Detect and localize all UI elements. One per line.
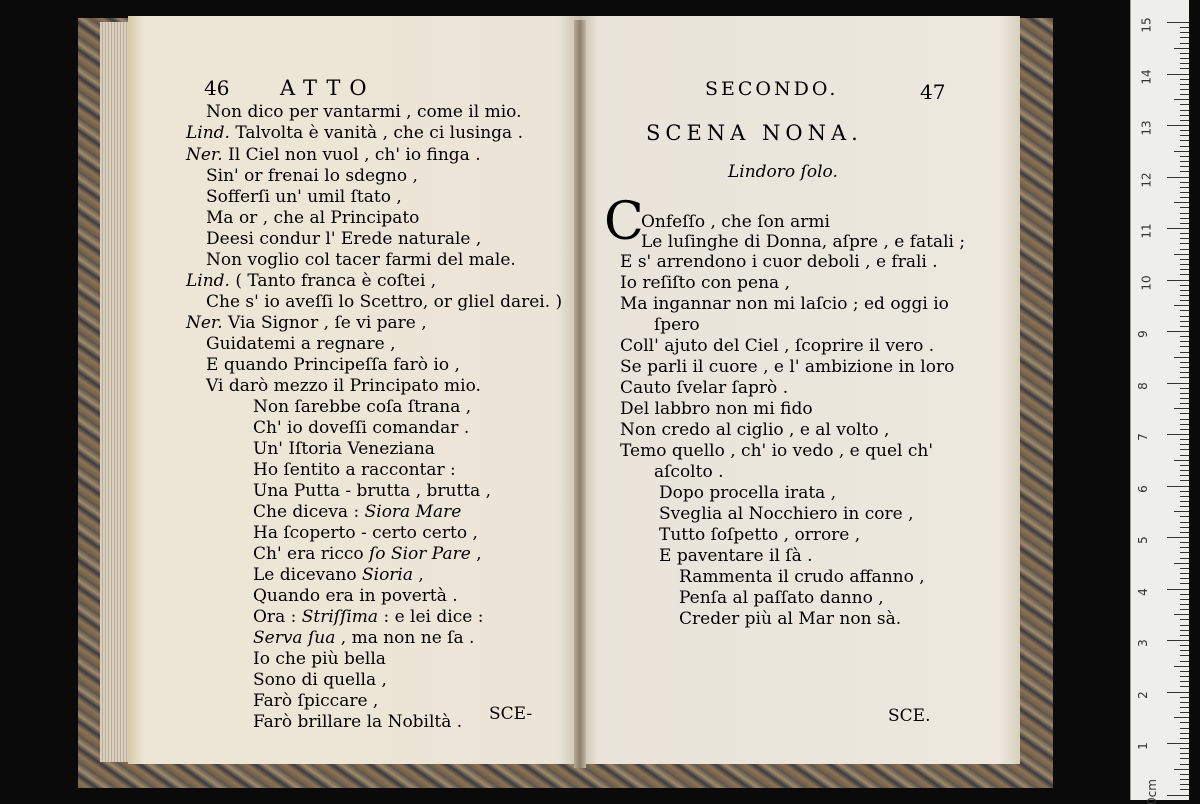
ruler-tick xyxy=(1174,666,1189,667)
ruler-tick xyxy=(1180,599,1189,600)
text-line xyxy=(253,460,456,480)
ruler-tick xyxy=(1180,285,1189,286)
ruler-tick xyxy=(1180,367,1189,368)
ruler-label: 12 xyxy=(1139,171,1154,188)
text-line xyxy=(620,294,949,314)
ruler-tick xyxy=(1180,146,1189,147)
text-line xyxy=(659,546,813,566)
ruler-tick xyxy=(1180,63,1189,64)
ruler-tick xyxy=(1180,259,1189,260)
text-line xyxy=(206,187,402,207)
text-line xyxy=(206,376,481,396)
ruler-tick xyxy=(1180,501,1189,502)
ruler-tick xyxy=(1180,156,1189,157)
ruler-tick xyxy=(1180,249,1189,250)
text-segment: Coll' ajuto del Ciel , ſcoprire il vero . xyxy=(620,336,935,356)
ruler-label: 4 xyxy=(1135,587,1150,596)
text-segment: Via Signor , ſe vi pare , xyxy=(222,313,427,333)
right-running-head: SECONDO. xyxy=(705,78,839,100)
ruler-tick xyxy=(1174,460,1189,461)
ruler-tick xyxy=(1180,491,1189,492)
speaker-direction: Lindoro ſolo. xyxy=(728,162,838,182)
text-line xyxy=(659,525,860,545)
ruler-tick xyxy=(1180,264,1189,265)
ruler-tick xyxy=(1180,243,1189,244)
text-segment: , xyxy=(470,544,482,564)
ruler-tick xyxy=(1180,465,1189,466)
ruler-tick xyxy=(1180,784,1189,785)
ruler-tick xyxy=(1180,625,1189,626)
ruler-tick xyxy=(1180,140,1189,141)
ruler-tick xyxy=(1180,455,1189,456)
ruler-tick xyxy=(1180,352,1189,353)
drop-cap: C xyxy=(604,192,644,252)
ruler-tick xyxy=(1180,187,1189,188)
ruler-tick xyxy=(1180,722,1189,723)
text-segment: E paventare il ſà . xyxy=(659,546,813,566)
ruler-tick xyxy=(1174,151,1189,152)
ruler-tick xyxy=(1180,419,1189,420)
text-segment: Le luſinghe di Donna, aſpre , e fatali ; xyxy=(641,232,966,252)
right-catchword: SCE. xyxy=(888,706,931,726)
text-line xyxy=(620,273,790,293)
ruler-tick xyxy=(1180,542,1189,543)
ruler-tick xyxy=(1180,444,1189,445)
text-line xyxy=(679,567,925,587)
ruler-tick xyxy=(1174,563,1189,564)
ruler-tick xyxy=(1167,125,1189,126)
text-line xyxy=(206,250,516,270)
ruler-tick xyxy=(1180,310,1189,311)
text-segment: Del labbro non mi fido xyxy=(620,399,813,419)
ruler-tick xyxy=(1174,254,1189,255)
ruler-tick xyxy=(1180,558,1189,559)
text-segment: : e lei dice : xyxy=(378,607,484,627)
ruler-tick xyxy=(1180,290,1189,291)
ruler-label: 9 xyxy=(1135,330,1150,338)
ruler-tick xyxy=(1180,449,1189,450)
ruler-tick xyxy=(1180,372,1189,373)
text-line xyxy=(654,462,724,482)
text-segment: Ch' era ricco xyxy=(253,544,370,564)
ruler-tick xyxy=(1180,32,1189,33)
text-line xyxy=(659,483,836,503)
ruler-label: 6 xyxy=(1135,484,1150,493)
text-segment: Ha ſcoperto - certo certo , xyxy=(253,523,478,543)
ruler-tick xyxy=(1180,758,1189,759)
ruler-tick xyxy=(1180,295,1189,296)
text-segment: Ner. xyxy=(186,145,223,165)
ruler-tick xyxy=(1180,362,1189,363)
ruler-tick xyxy=(1180,702,1189,703)
ruler-tick xyxy=(1180,424,1189,425)
ruler-tick xyxy=(1180,27,1189,28)
ruler-tick xyxy=(1180,218,1189,219)
left-running-head: ATTO xyxy=(280,76,376,100)
ruler-tick xyxy=(1180,661,1189,662)
text-segment: Non voglio col tacer farmi del male. xyxy=(206,250,516,270)
book-gutter xyxy=(574,20,586,768)
text-segment: Lind. xyxy=(186,123,230,143)
ruler-tick xyxy=(1180,341,1189,342)
text-segment: Io che più bella xyxy=(253,649,386,669)
ruler-tick xyxy=(1180,733,1189,734)
ruler-label: 5 xyxy=(1135,536,1150,544)
text-line xyxy=(206,166,418,186)
ruler-tick xyxy=(1180,429,1189,430)
text-segment: E s' arrendono i cuor deboli , e frali . xyxy=(620,252,938,272)
ruler-tick xyxy=(1174,614,1189,615)
ruler-tick xyxy=(1180,326,1189,327)
ruler-tick xyxy=(1180,53,1189,54)
ruler-tick xyxy=(1180,104,1189,105)
ruler-tick xyxy=(1174,357,1189,358)
ruler-tick xyxy=(1167,537,1189,538)
ruler-tick xyxy=(1180,84,1189,85)
ruler-tick xyxy=(1180,764,1189,765)
ruler-tick xyxy=(1180,197,1189,198)
ruler-tick xyxy=(1174,717,1189,718)
text-line xyxy=(620,399,813,419)
text-line xyxy=(253,628,474,648)
text-line xyxy=(253,502,461,522)
ruler-label: 11 xyxy=(1139,223,1154,239)
text-line xyxy=(206,208,419,228)
ruler-tick xyxy=(1167,434,1189,435)
ruler-tick xyxy=(1180,89,1189,90)
text-segment: E quando Principeſſa farò io , xyxy=(206,355,460,375)
text-segment: Una Putta - brutta , brutta , xyxy=(253,481,492,501)
text-segment: Creder più al Mar non sà. xyxy=(679,609,902,629)
text-line xyxy=(206,355,460,375)
text-line xyxy=(253,712,462,732)
text-segment: Serva ſua xyxy=(253,628,336,648)
text-line xyxy=(253,418,469,438)
ruler-tick xyxy=(1174,99,1189,100)
ruler-tick xyxy=(1180,388,1189,389)
ruler-tick xyxy=(1180,68,1189,69)
text-line xyxy=(620,378,788,398)
text-segment: Cauto ſvelar ſaprò . xyxy=(620,378,789,398)
text-segment: Che s' io aveſſi lo Scettro, or gliel darei. ) xyxy=(206,292,563,312)
ruler-tick xyxy=(1180,377,1189,378)
text-segment: Un' Iſtoria Veneziana xyxy=(253,439,435,459)
ruler-tick xyxy=(1180,403,1189,404)
text-line xyxy=(253,565,424,585)
ruler-tick xyxy=(1180,547,1189,548)
text-line xyxy=(641,232,965,252)
ruler-tick xyxy=(1167,22,1189,23)
text-segment: Io reſiſto con pena , xyxy=(620,273,790,293)
scene-title: SCENA NONA. xyxy=(646,121,863,145)
text-line xyxy=(253,649,386,669)
ruler-tick xyxy=(1174,511,1189,512)
ruler-tick xyxy=(1174,769,1189,770)
right-page-number: 47 xyxy=(920,80,946,104)
text-segment: Ch' io doveſſi comandar . xyxy=(253,418,470,438)
ruler-tick xyxy=(1180,135,1189,136)
text-segment: Striſſima xyxy=(301,607,379,627)
text-line xyxy=(206,229,481,249)
ruler-tick xyxy=(1180,753,1189,754)
text-segment: Ner. xyxy=(186,313,223,333)
ruler-tick xyxy=(1180,274,1189,275)
ruler-label: 8 xyxy=(1135,381,1150,390)
ruler-label: 3 xyxy=(1135,639,1150,647)
text-line xyxy=(186,145,481,165)
text-segment: Rammenta il crudo affanno , xyxy=(679,567,925,587)
ruler-tick xyxy=(1180,686,1189,687)
ruler-tick xyxy=(1180,748,1189,749)
ruler-tick xyxy=(1180,604,1189,605)
measuring-ruler xyxy=(1130,0,1189,804)
ruler-tick xyxy=(1180,583,1189,584)
ruler-tick xyxy=(1180,522,1189,523)
text-line xyxy=(253,607,483,627)
text-line xyxy=(253,397,471,417)
ruler-tick xyxy=(1174,305,1189,306)
ruler-tick xyxy=(1180,712,1189,713)
ruler-tick xyxy=(1180,516,1189,517)
ruler-tick xyxy=(1180,130,1189,131)
text-segment: ſpero xyxy=(654,315,700,335)
text-segment: Che diceva : xyxy=(253,502,365,522)
text-segment: ſo Sior Pare xyxy=(369,544,471,564)
ruler-tick xyxy=(1180,161,1189,162)
ruler-tick xyxy=(1180,779,1189,780)
text-segment: , xyxy=(413,565,424,585)
left-page-number: 46 xyxy=(204,76,230,100)
ruler-tick xyxy=(1180,171,1189,172)
ruler-tick xyxy=(1180,321,1189,322)
ruler-tick xyxy=(1180,413,1189,414)
ruler-tick xyxy=(1180,650,1189,651)
ruler-tick xyxy=(1180,233,1189,234)
ruler-tick xyxy=(1180,774,1189,775)
ruler-tick xyxy=(1180,475,1189,476)
ruler-label: 13 xyxy=(1139,120,1154,136)
text-segment: Ora : xyxy=(253,607,302,627)
text-line xyxy=(641,212,830,232)
ruler-tick xyxy=(1180,496,1189,497)
text-line xyxy=(620,357,954,377)
ruler-tick xyxy=(1180,115,1189,116)
ruler-tick xyxy=(1167,589,1189,590)
text-segment: Farò ſpiccare , xyxy=(253,691,379,711)
ruler-tick xyxy=(1180,681,1189,682)
text-line xyxy=(186,313,427,333)
text-segment: Siora Mare xyxy=(364,502,462,522)
text-line xyxy=(206,334,396,354)
ruler-tick xyxy=(1180,645,1189,646)
text-segment: Non credo al ciglio , e al volto , xyxy=(620,420,890,440)
ruler-tick xyxy=(1180,207,1189,208)
ruler-tick xyxy=(1180,594,1189,595)
text-segment: Onfeſſo , che ſon armi xyxy=(641,212,830,232)
ruler-tick xyxy=(1174,202,1189,203)
text-line xyxy=(253,439,435,459)
ruler-tick xyxy=(1174,408,1189,409)
ruler-tick xyxy=(1180,552,1189,553)
ruler-label: 10 xyxy=(1139,274,1154,291)
text-segment: Non ſarebbe coſa ſtrana , xyxy=(253,397,472,417)
ruler-tick xyxy=(1180,398,1189,399)
ruler-tick xyxy=(1180,316,1189,317)
text-segment: Ho ſentito a raccontar : xyxy=(253,460,456,480)
ruler-tick xyxy=(1180,527,1189,528)
ruler-tick xyxy=(1167,228,1189,229)
ruler-tick xyxy=(1167,383,1189,384)
ruler-label: 0cm xyxy=(1144,778,1159,804)
ruler-tick xyxy=(1167,743,1189,744)
ruler-tick xyxy=(1180,223,1189,224)
ruler-tick xyxy=(1180,58,1189,59)
ruler-tick xyxy=(1180,120,1189,121)
text-segment: Dopo procella irata , xyxy=(659,483,837,503)
text-segment: aſcolto . xyxy=(654,462,724,482)
ruler-label: 14 xyxy=(1139,68,1154,85)
text-line xyxy=(253,544,482,564)
text-line xyxy=(186,271,436,291)
text-segment: Sofferſi un' umil ſtato , xyxy=(206,187,402,207)
text-line xyxy=(620,252,938,272)
text-line xyxy=(206,292,562,312)
text-segment: Sono di quella , xyxy=(253,670,387,690)
text-line xyxy=(253,481,491,501)
text-line xyxy=(659,504,914,524)
text-segment: Le dicevano xyxy=(253,565,362,585)
ruler-tick xyxy=(1180,300,1189,301)
ruler-tick xyxy=(1180,110,1189,111)
ruler-tick xyxy=(1180,439,1189,440)
ruler-tick xyxy=(1180,182,1189,183)
ruler-tick xyxy=(1180,532,1189,533)
ruler-tick xyxy=(1180,655,1189,656)
text-segment: Talvolta è vanità , che ci lusinga . xyxy=(229,123,523,143)
ruler-tick xyxy=(1180,573,1189,574)
ruler-label: 2 xyxy=(1135,690,1150,699)
ruler-tick xyxy=(1180,393,1189,394)
ruler-tick xyxy=(1180,269,1189,270)
text-line xyxy=(679,609,901,629)
ruler-tick xyxy=(1167,486,1189,487)
text-segment: Lind. xyxy=(186,271,230,291)
text-segment: Guidatemi a regnare , xyxy=(206,334,396,354)
ruler-tick xyxy=(1180,728,1189,729)
text-segment: Penſa al paſſato danno , xyxy=(679,588,884,608)
text-line xyxy=(679,588,884,608)
ruler-tick xyxy=(1180,94,1189,95)
text-segment: Farò brillare la Nobiltà . xyxy=(253,712,463,732)
text-line xyxy=(620,441,933,461)
ruler-tick xyxy=(1174,48,1189,49)
ruler-tick xyxy=(1180,697,1189,698)
text-segment: Se parli il cuore , e l' ambizione in loro xyxy=(620,357,955,377)
ruler-tick xyxy=(1180,630,1189,631)
text-segment: Sveglia al Nocchiero in core , xyxy=(659,504,914,524)
ruler-tick xyxy=(1180,568,1189,569)
ruler-tick xyxy=(1180,506,1189,507)
ruler-tick xyxy=(1180,707,1189,708)
ruler-tick xyxy=(1180,192,1189,193)
text-segment: ( Tanto franca è coſtei , xyxy=(229,271,437,291)
text-line xyxy=(206,102,521,122)
text-line xyxy=(253,691,378,711)
text-segment: Quando era in povertà . xyxy=(253,586,458,606)
ruler-tick xyxy=(1180,738,1189,739)
text-segment: Sin' or frenai lo sdegno , xyxy=(206,166,418,186)
text-line xyxy=(620,336,934,356)
text-line xyxy=(253,670,387,690)
ruler-tick xyxy=(1180,676,1189,677)
ruler-tick xyxy=(1167,640,1189,641)
text-segment: , ma non ne ſa . xyxy=(335,628,475,648)
ruler-tick xyxy=(1167,74,1189,75)
ruler-label: 15 xyxy=(1139,17,1154,33)
ruler-tick xyxy=(1167,795,1189,796)
text-line xyxy=(186,123,523,143)
text-segment: Il Ciel non vuol , ch' io finga . xyxy=(222,145,481,165)
ruler-tick xyxy=(1180,609,1189,610)
text-segment: Temo quello , ch' io vedo , e quel ch' xyxy=(620,441,934,461)
ruler-label: 1 xyxy=(1135,742,1150,750)
text-segment: Deesi condur l' Erede naturale , xyxy=(206,229,482,249)
text-segment: Vi darò mezzo il Principato mio. xyxy=(206,376,481,396)
ruler-tick xyxy=(1180,79,1189,80)
ruler-tick xyxy=(1180,238,1189,239)
ruler-tick xyxy=(1180,346,1189,347)
ruler-tick xyxy=(1180,578,1189,579)
ruler-tick xyxy=(1180,213,1189,214)
text-line xyxy=(620,420,889,440)
ruler-tick xyxy=(1180,671,1189,672)
text-segment: Tutto ſoſpetto , orrore , xyxy=(659,525,861,545)
ruler-tick xyxy=(1180,43,1189,44)
page-edges xyxy=(100,22,130,762)
ruler-tick xyxy=(1180,470,1189,471)
text-segment: Sioria xyxy=(361,565,414,585)
ruler-tick xyxy=(1180,37,1189,38)
ruler-tick xyxy=(1180,635,1189,636)
ruler-tick xyxy=(1167,280,1189,281)
ruler-tick xyxy=(1180,619,1189,620)
ruler-tick xyxy=(1180,336,1189,337)
ruler-tick xyxy=(1180,480,1189,481)
ruler-tick xyxy=(1180,789,1189,790)
ruler-label: 7 xyxy=(1135,433,1150,441)
text-line xyxy=(253,586,458,606)
ruler-tick xyxy=(1167,177,1189,178)
ruler-tick xyxy=(1180,166,1189,167)
text-segment: Ma ingannar non mi laſcio ; ed oggi io xyxy=(620,294,949,314)
text-line xyxy=(253,523,478,543)
ruler-tick xyxy=(1167,331,1189,332)
text-segment: Non dico per vantarmi , come il mio. xyxy=(206,102,522,122)
left-catchword: SCE- xyxy=(489,704,533,724)
ruler-tick xyxy=(1167,692,1189,693)
text-segment: Ma or , che al Principato xyxy=(206,208,420,228)
text-line xyxy=(654,315,700,335)
